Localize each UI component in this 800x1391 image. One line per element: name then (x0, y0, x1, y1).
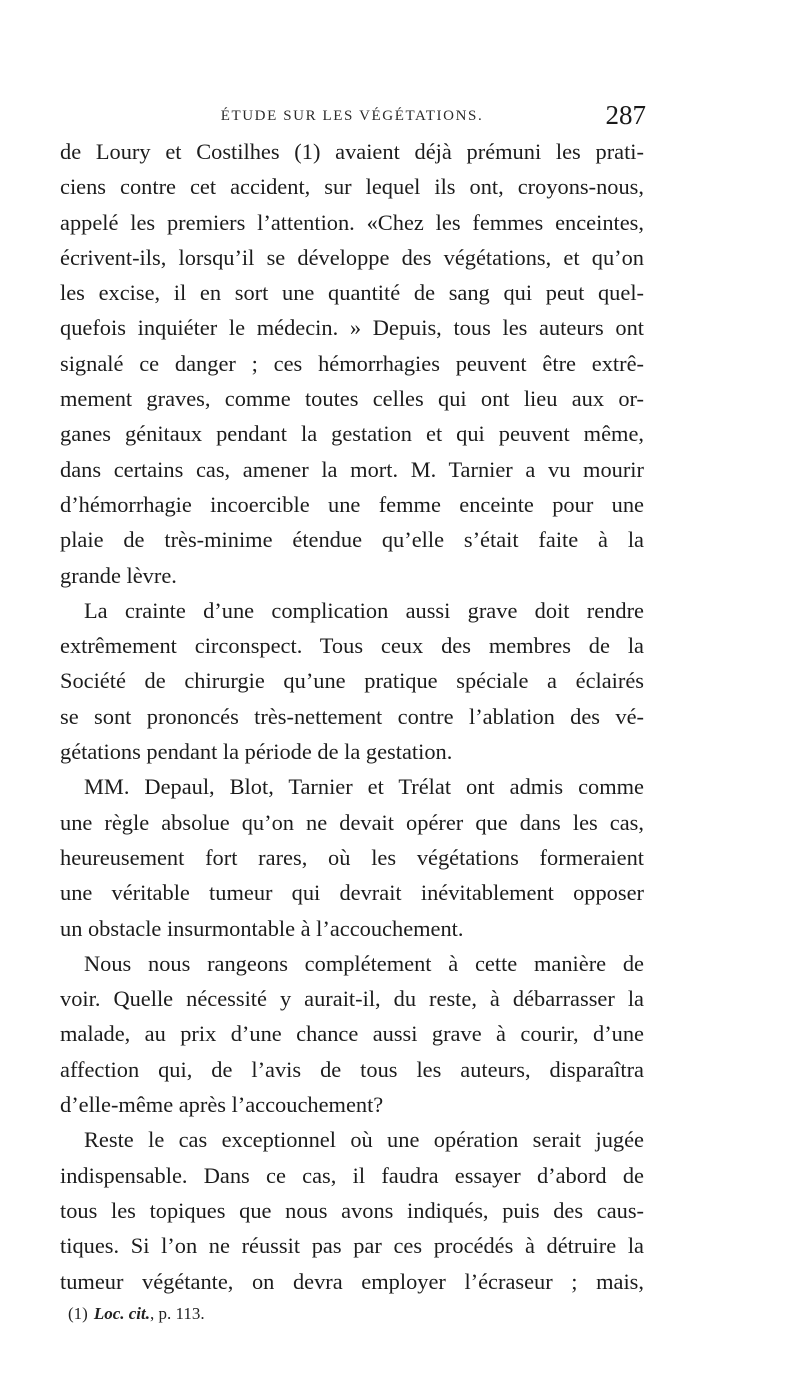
text-line: les excise, il en sort une quantité de sang qui peut quel- (60, 280, 644, 306)
text-line: extrêmement circonspect. Tous ceux des membres de la (60, 633, 644, 659)
text-line: se sont prononcés très-nettement contre l’ablation des vé- (60, 703, 644, 729)
text-line: ganes génitaux pendant la gestation et qui peuvent même, (60, 421, 644, 447)
text-line: voir. Quelle nécessité y aurait-il, du reste, à débarrasser la (60, 986, 644, 1012)
text-line: écrivent-ils, lorsqu’il se développe des végétations, et qu’on (60, 244, 644, 270)
text-line: heureusement fort rares, où les végétations formeraient (60, 844, 644, 870)
text-line: grande lèvre. (60, 562, 177, 588)
footnote-marker: (1) (68, 1303, 88, 1323)
text-line: d’hémorrhagie incoercible une femme enceinte pour une (60, 491, 644, 517)
text-line: affection qui, de l’avis de tous les auteurs, disparaîtra (60, 1056, 644, 1082)
text-line: une véritable tumeur qui devrait inévitablement opposer (60, 880, 644, 906)
text-line: tumeur végétante, on devra employer l’écraseur ; mais, (60, 1268, 644, 1294)
text-line: de Loury et Costilhes (1) avaient déjà prémuni les prati- (60, 139, 644, 164)
text-line: malade, au prix d’une chance aussi grave à courir, d’une (60, 1021, 644, 1047)
text-line: indispensable. Dans ce cas, il faudra essayer d’abord de (60, 1162, 644, 1188)
text-line: signalé ce danger ; ces hémorrhagies peuvent être extrê- (60, 350, 644, 376)
body-text (60, 134, 644, 1299)
text-line: Nous nous rangeons complétement à cette manière de (84, 950, 644, 976)
text-line: tiques. Si l’on ne réussit pas par ces procédés à détruire la (60, 1233, 644, 1259)
text-line: Société de chirurgie qu’une pratique spéciale a éclairés (60, 668, 644, 694)
text-line: un obstacle insurmontable à l’accouchement. (60, 915, 464, 941)
text-line: ciens contre cet accident, sur lequel ils ont, croyons-nous, (60, 174, 644, 200)
text-line: quefois inquiéter le médecin. » Depuis, tous les auteurs ont (60, 315, 644, 341)
text-line: tous les topiques que nous avons indiqués, puis des caus- (60, 1197, 644, 1223)
text-line: dans certains cas, amener la mort. M. Tarnier a vu mourir (60, 456, 644, 482)
footnote (60, 1301, 644, 1327)
footnote-page-ref: , p. 113. (150, 1303, 205, 1323)
text-line: mement graves, comme toutes celles qui ont lieu aux or- (60, 386, 644, 412)
text-line: gétations pendant la période de la gestation. (60, 739, 453, 765)
text-line: Reste le cas exceptionnel où une opération serait jugée (84, 1127, 644, 1153)
text-line: appelé les premiers l’attention. «Chez les femmes enceintes, (60, 209, 644, 235)
running-head (60, 98, 644, 134)
running-title: ÉTUDE SUR LES VÉGÉTATIONS. (220, 108, 484, 124)
text-line: d’elle-même après l’accouchement? (60, 1092, 384, 1118)
text-line: La crainte d’une complication aussi grave doit rendre (84, 597, 644, 623)
footnote-citation: Loc. cit. (93, 1303, 150, 1323)
page-number: 287 (605, 100, 646, 130)
text-line: plaie de très-minime étendue qu’elle s’était faite à la (60, 527, 644, 553)
book-page (60, 98, 644, 1327)
text-line: une règle absolue qu’on ne devait opérer que dans les cas, (60, 809, 644, 835)
text-line: MM. Depaul, Blot, Tarnier et Trélat ont admis comme (84, 774, 644, 800)
